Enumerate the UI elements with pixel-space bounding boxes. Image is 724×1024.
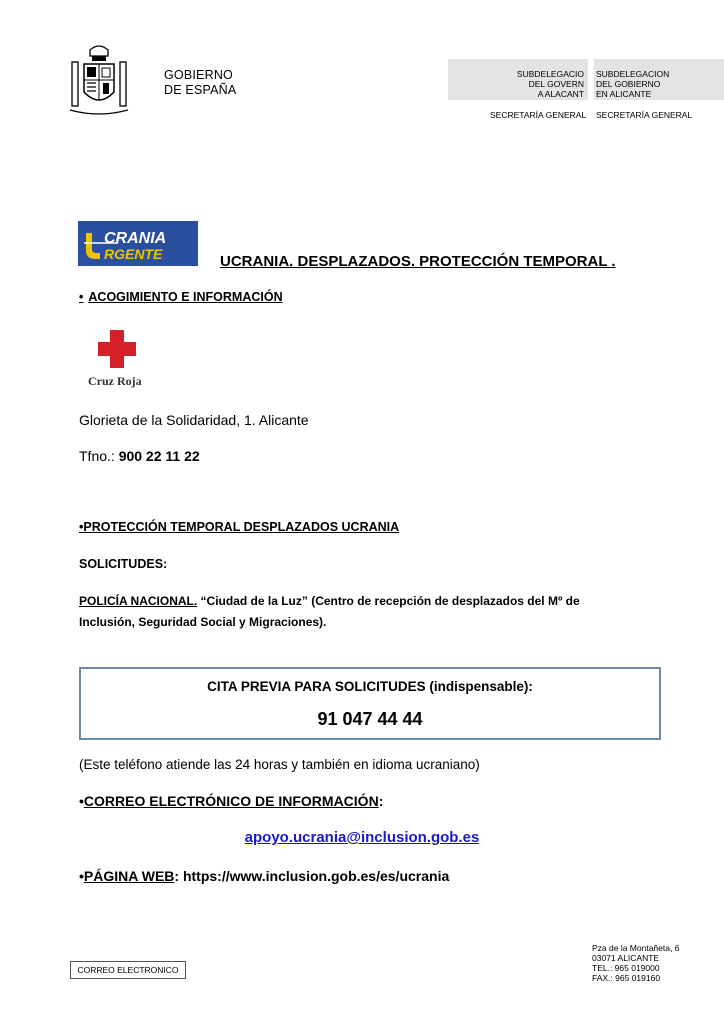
subdelegacion-castellano-box — [594, 59, 724, 100]
correo-heading — [79, 793, 383, 809]
correo-colon: : — [378, 793, 384, 809]
acogimiento-address: Glorieta de la Solidaridad, 1. Alicante — [79, 412, 309, 428]
page-title: UCRANIA. DESPLAZADOS. PROTECCIÓN TEMPORAL . — [220, 253, 616, 270]
proteccion-heading — [79, 520, 399, 534]
bullet: • — [79, 520, 84, 534]
policia-paragraph — [79, 591, 659, 633]
phone-label: Tfno.: — [79, 448, 119, 464]
ucrania-urgente-logo — [78, 221, 198, 266]
footer-address-line: Pza de la Montañeta, 6 — [592, 943, 680, 953]
cruz-roja-label: Cruz Roja — [88, 374, 142, 388]
sub-left-line: SUBDELEGACIO — [516, 69, 584, 79]
cita-phone: 91 047 44 44 — [317, 709, 423, 729]
footer-address-line: 03071 ALICANTE — [592, 953, 660, 963]
web-label: PÁGINA WEB — [83, 868, 175, 884]
secretaria-right: SECRETARÍA GENERAL — [596, 110, 693, 120]
bullet: • — [79, 793, 84, 809]
web-row — [79, 868, 449, 884]
policia-label: POLICÍA NACIONAL. — [79, 594, 198, 608]
cruz-roja-logo — [80, 322, 160, 394]
cita-previa-box — [79, 667, 661, 740]
sub-right-line: DEL GOBIERNO — [596, 79, 661, 89]
sub-left-line: A ALACANT — [537, 89, 584, 99]
gov-line-2: DE ESPAÑA — [164, 83, 237, 97]
footer-address-line: TEL.: 965 019000 — [592, 963, 660, 973]
cita-note: (Este teléfono atiende las 24 horas y también en idioma ucraniano) — [79, 757, 480, 772]
correo-electronico-box: CORREO ELECTRONICO — [70, 961, 186, 979]
logo-line-1: CRANIA — [104, 230, 167, 247]
coat-of-arms-icon — [68, 44, 130, 120]
sub-left-line: DEL GOVERN — [528, 79, 584, 89]
policia-line-2: Inclusión, Seguridad Social y Migraciones). — [79, 615, 327, 629]
cita-label: CITA PREVIA PARA SOLICITUDES (indispensable): — [207, 679, 533, 694]
secretaria-left: SECRETARÍA GENERAL — [490, 110, 587, 120]
proteccion-heading-text: PROTECCIÓN TEMPORAL DESPLAZADOS UCRANIA — [83, 520, 400, 534]
acogimiento-heading — [79, 290, 283, 304]
footer-address — [592, 943, 679, 983]
government-name — [164, 68, 236, 98]
logo-line-2: RGENTE — [104, 246, 163, 262]
correo-heading-text: CORREO ELECTRÓNICO DE INFORMACIÓN — [83, 793, 379, 809]
acogimiento-phone-row — [79, 448, 200, 464]
web-url[interactable]: : https://www.inclusion.gob.es/es/ucrania — [174, 868, 450, 884]
sub-right-line: EN ALICANTE — [596, 89, 652, 99]
phone-number: 900 22 11 22 — [118, 448, 200, 464]
bullet: • — [79, 868, 84, 884]
sub-right-line: SUBDELEGACION — [596, 69, 670, 79]
policia-line-1: “Ciudad de la Luz” (Centro de recepción de desplazados del Mº de — [197, 594, 580, 608]
email-link[interactable]: apoyo.ucrania@inclusion.gob.es — [244, 829, 480, 846]
acogimiento-heading-text: ACOGIMIENTO E INFORMACIÓN — [88, 290, 283, 304]
subdelegacion-valenciano-box — [448, 59, 588, 100]
bullet: • — [79, 290, 84, 304]
footer-address-line: FAX.: 965 019160 — [592, 973, 661, 983]
solicitudes-heading: SOLICITUDES: — [79, 557, 168, 571]
gov-line-1: GOBIERNO — [164, 68, 233, 82]
